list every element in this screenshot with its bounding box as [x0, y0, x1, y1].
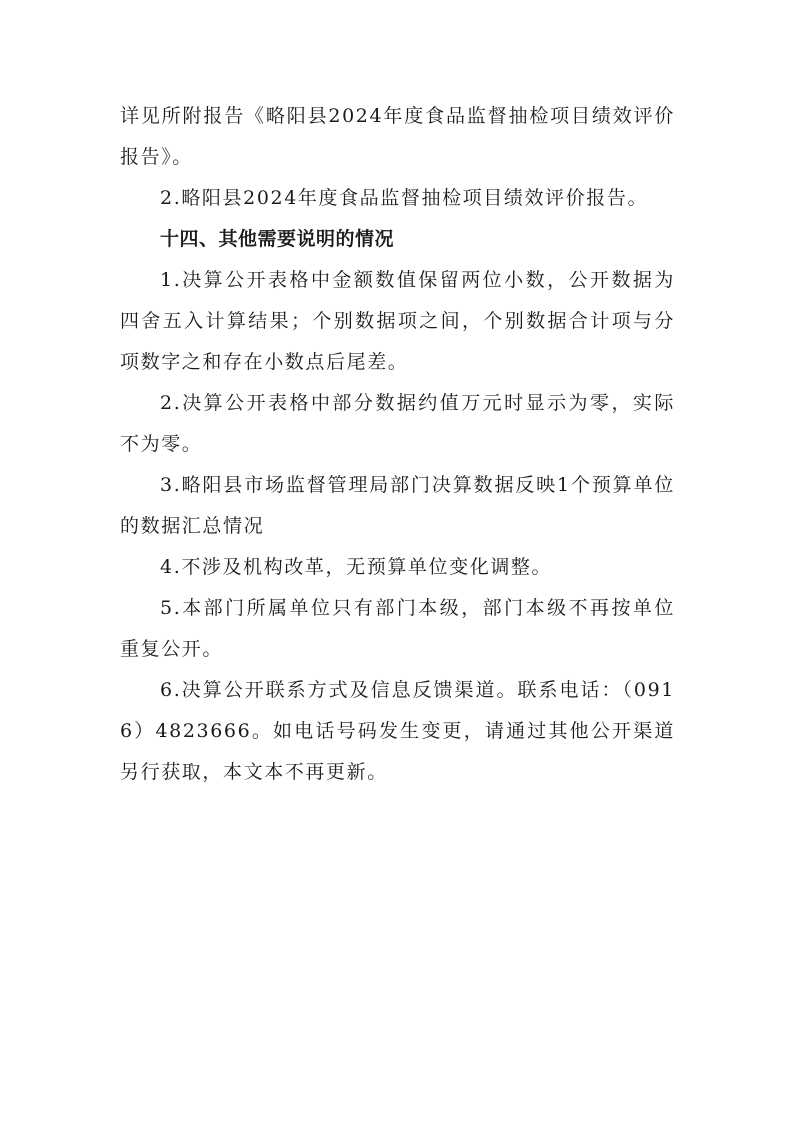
paragraph-report-item: 2.略阳县2024年度食品监督抽检项目绩效评价报告。	[160, 187, 649, 209]
document-body	[120, 96, 675, 793]
note-item-4: 4.不涉及机构改革，无预算单位变化调整。	[160, 556, 553, 578]
note-item-6: 6.决算公开联系方式及信息反馈渠道。联系电话：（0916）4823666。如电话号码发生变更，请通过其他公开渠道另行获取，本文本不再更新。	[120, 679, 675, 783]
note-item-5: 5.本部门所属单位只有部门本级，部门本级不再按单位重复公开。	[120, 597, 675, 660]
note-item-2: 2.决算公开表格中部分数据约值万元时显示为零，实际不为零。	[120, 392, 675, 455]
note-item-1: 1.决算公开表格中金额数值保留两位小数，公开数据为四舍五入计算结果；个别数据项之间，个别数据合计项与分项数字之和存在小数点后尾差。	[120, 269, 675, 373]
note-item-3: 3.略阳县市场监督管理局部门决算数据反映1个预算单位的数据汇总情况	[120, 474, 675, 537]
section-heading: 十四、其他需要说明的情况	[160, 228, 395, 250]
paragraph-continuation: 详见所附报告《略阳县2024年度食品监督抽检项目绩效评价报告》。	[120, 105, 675, 168]
